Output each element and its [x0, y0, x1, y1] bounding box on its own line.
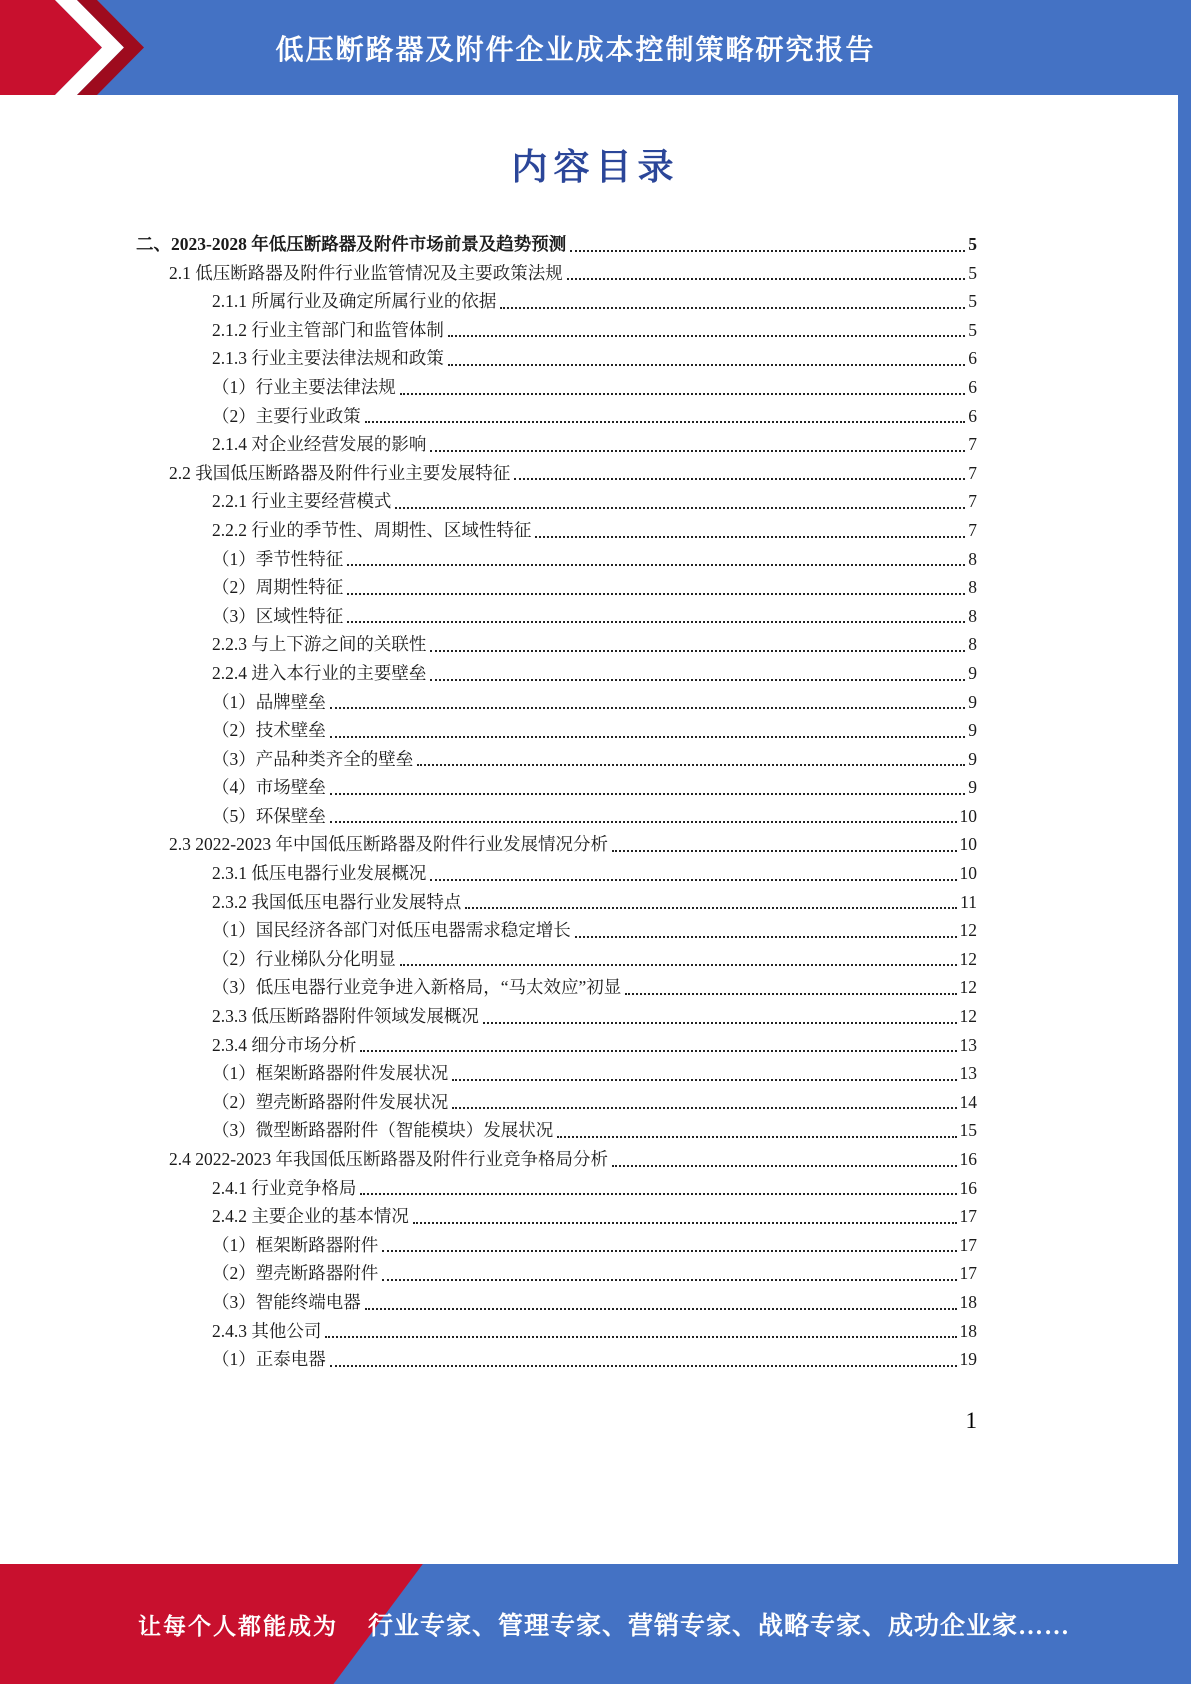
- toc-entry[interactable]: [136, 1288, 977, 1317]
- toc-leader: [430, 450, 965, 452]
- toc-leader: [347, 593, 965, 595]
- toc-entry-page: 9: [968, 777, 977, 798]
- toc-entry-page: 13: [959, 1034, 977, 1055]
- toc-entry-page: 12: [959, 977, 977, 998]
- toc-leader: [417, 764, 965, 766]
- report-header: [0, 0, 1191, 95]
- toc-entry[interactable]: [136, 259, 977, 288]
- toc-entry[interactable]: [136, 344, 977, 373]
- toc-entry-text: 2.3.2 我国低压电器行业发展特点: [212, 891, 462, 912]
- toc-leader: [325, 1336, 956, 1338]
- toc-entry-text: （1）国民经济各部门对低压电器需求稳定增长: [212, 920, 571, 941]
- toc-leader: [413, 1222, 957, 1224]
- toc-entry[interactable]: [136, 545, 977, 574]
- toc-entry[interactable]: [136, 1116, 977, 1145]
- toc-entry-page: 9: [968, 691, 977, 712]
- toc-entry-text: 2.3.1 低压电器行业发展概况: [212, 863, 427, 884]
- toc-entry-text: （1）季节性特征: [212, 548, 344, 569]
- toc-title: 内容目录: [511, 147, 680, 187]
- toc-entry-text: （5）环保壁垒: [212, 805, 326, 826]
- toc-entry-page: 9: [968, 720, 977, 741]
- toc-entry-text: 2.1.4 对企业经营发展的影响: [212, 434, 427, 455]
- toc-leader: [382, 1250, 956, 1252]
- toc-entry-page: 8: [968, 605, 977, 626]
- toc-entry-text: （1）行业主要法律法规: [212, 376, 396, 397]
- toc-entry-page: 13: [959, 1063, 977, 1084]
- toc-leader: [448, 335, 965, 337]
- toc-leader: [330, 793, 966, 795]
- toc-leader: [400, 964, 957, 966]
- toc-entry-page: 5: [968, 262, 977, 283]
- right-edge-stripe: [1178, 95, 1191, 1564]
- toc-entry-page: 10: [959, 863, 977, 884]
- toc-entry-page: 7: [968, 491, 977, 512]
- footer-slogan-right: 行业专家、管理专家、营销专家、战略专家、成功企业家……: [368, 1613, 1071, 1640]
- toc-entry-text: （2）塑壳断路器附件: [212, 1263, 379, 1284]
- toc-leader: [347, 564, 965, 566]
- toc-entry[interactable]: [136, 459, 977, 488]
- toc-leader: [330, 736, 966, 738]
- toc-entry[interactable]: [136, 1202, 977, 1231]
- toc-leader: [570, 250, 965, 252]
- toc-entry[interactable]: [136, 945, 977, 974]
- toc-entry[interactable]: [136, 373, 977, 402]
- toc-leader: [452, 1107, 956, 1109]
- toc-entry-page: 12: [959, 948, 977, 969]
- toc-leader: [625, 993, 956, 995]
- toc-entry[interactable]: [136, 516, 977, 545]
- toc-entry[interactable]: [136, 830, 977, 859]
- toc-leader: [395, 507, 965, 509]
- toc-entry-text: 2.1 低压断路器及附件行业监管情况及主要政策法规: [169, 262, 563, 283]
- toc-entry-page: 14: [959, 1091, 977, 1112]
- toc-entry-text: （3）低压电器行业竞争进入新格局，“马太效应”初显: [212, 977, 622, 998]
- toc-leader: [514, 478, 965, 480]
- toc-entry-page: 11: [960, 891, 977, 912]
- footer-slogan-left: 让每个人都能成为: [138, 1613, 338, 1639]
- toc-entry[interactable]: [136, 1059, 977, 1088]
- toc-entry-page: 10: [959, 805, 977, 826]
- toc-entry-text: （2）主要行业政策: [212, 405, 361, 426]
- toc-entry-text: （1）框架断路器附件: [212, 1234, 379, 1255]
- toc-leader: [465, 907, 957, 909]
- toc-leader: [365, 1308, 957, 1310]
- toc-leader: [567, 278, 966, 280]
- toc-leader: [430, 679, 965, 681]
- toc-leader: [430, 879, 956, 881]
- toc-entry[interactable]: [136, 1002, 977, 1031]
- toc-entry-text: （3）智能终端电器: [212, 1291, 361, 1312]
- toc-entry[interactable]: [136, 487, 977, 516]
- toc-entry-text: （3）区域性特征: [212, 605, 344, 626]
- page-number: 1: [965, 1408, 977, 1433]
- toc-entry-text: 2.4 2022-2023 年我国低压断路器及附件行业竞争格局分析: [169, 1149, 608, 1169]
- toc-leader: [612, 850, 957, 852]
- toc-entry[interactable]: [136, 230, 977, 259]
- toc-leader: [360, 1050, 956, 1052]
- toc-entry[interactable]: [136, 745, 977, 774]
- toc-leader: [483, 1022, 957, 1024]
- toc-leader: [452, 1079, 956, 1081]
- toc-entry-page: 9: [968, 662, 977, 683]
- toc-entry[interactable]: [136, 630, 977, 659]
- toc-entry-page: 6: [968, 405, 977, 426]
- toc-entry-page: 6: [968, 348, 977, 369]
- toc-entry[interactable]: [136, 1317, 977, 1346]
- toc-entry[interactable]: [136, 1145, 977, 1174]
- toc-entry-page: 18: [959, 1291, 977, 1312]
- toc-entry-text: （3）微型断路器附件（智能模块）发展状况: [212, 1120, 554, 1141]
- toc-entry[interactable]: [136, 1174, 977, 1203]
- toc-entry-text: 2.3.4 细分市场分析: [212, 1034, 357, 1055]
- toc-entry-page: 8: [968, 634, 977, 655]
- toc-entry[interactable]: [136, 659, 977, 688]
- toc-entry-text: 2.3.3 低压断路器附件领域发展概况: [212, 1006, 479, 1027]
- toc-entry-text: 2.1.2 行业主管部门和监管体制: [212, 319, 444, 340]
- double-chevron-arrow-icon: [0, 0, 170, 95]
- toc-entry[interactable]: [136, 973, 977, 1002]
- toc-entry-text: （2）塑壳断路器附件发展状况: [212, 1091, 449, 1112]
- toc-entry-page: 7: [968, 462, 977, 483]
- toc-leader: [330, 821, 957, 823]
- toc-leader: [330, 707, 966, 709]
- toc-entry[interactable]: [136, 602, 977, 631]
- toc-entry[interactable]: [136, 316, 977, 345]
- toc-entry[interactable]: [136, 1231, 977, 1260]
- toc-entry[interactable]: [136, 402, 977, 431]
- toc-entry-text: 2.4.3 其他公司: [212, 1320, 322, 1341]
- toc-leader: [430, 650, 965, 652]
- toc-entry-text: 2.2.1 行业主要经营模式: [212, 491, 392, 512]
- toc-entry[interactable]: [136, 802, 977, 831]
- toc-entry-text: 2.2 我国低压断路器及附件行业主要发展特征: [169, 462, 511, 483]
- toc-entry-text: （3）产品种类齐全的壁垒: [212, 748, 414, 769]
- toc-entry-page: 15: [959, 1120, 977, 1141]
- toc-entry-page: 17: [959, 1234, 977, 1255]
- toc-entry-page: 17: [959, 1263, 977, 1284]
- toc-entry-page: 5: [968, 319, 977, 340]
- toc-leader: [448, 364, 965, 366]
- toc-entry-page: 9: [968, 748, 977, 769]
- toc-leader: [575, 936, 957, 938]
- toc-leader: [365, 421, 966, 423]
- toc-entry[interactable]: [136, 287, 977, 316]
- report-title: 低压断路器及附件企业成本控制策略研究报告: [275, 33, 876, 65]
- toc-entry[interactable]: [136, 430, 977, 459]
- toc-entry[interactable]: [136, 1088, 977, 1117]
- toc-entry-text: （2）行业梯队分化明显: [212, 948, 396, 969]
- toc-entry[interactable]: [136, 716, 977, 745]
- toc-entry-text: （1）框架断路器附件发展状况: [212, 1063, 449, 1084]
- toc-entry-page: 8: [968, 577, 977, 598]
- footer: [0, 1564, 1191, 1684]
- toc-entry-text: （4）市场壁垒: [212, 777, 326, 798]
- toc-leader: [400, 393, 966, 395]
- toc-entry-page: 7: [968, 434, 977, 455]
- toc-entry[interactable]: [136, 773, 977, 802]
- toc-entry-page: 10: [959, 834, 977, 855]
- toc-entry-page: 6: [968, 376, 977, 397]
- toc-entry-text: 2.1.1 所属行业及确定所属行业的依据: [212, 291, 497, 312]
- toc-leader: [535, 536, 965, 538]
- toc-entry-text: 2.2.2 行业的季节性、周期性、区域性特征: [212, 519, 532, 540]
- toc-entry-page: 12: [959, 920, 977, 941]
- toc-entry-page: 18: [959, 1320, 977, 1341]
- toc-entry-page: 8: [968, 548, 977, 569]
- toc-leader: [382, 1279, 956, 1281]
- toc-entry[interactable]: [136, 916, 977, 945]
- toc-entry-text: （2）周期性特征: [212, 577, 344, 598]
- toc-leader: [612, 1165, 957, 1167]
- toc-entry-text: （1）正泰电器: [212, 1349, 326, 1370]
- toc-entry-text: 2.4.2 主要企业的基本情况: [212, 1206, 409, 1227]
- toc-entry-page: 12: [959, 1006, 977, 1027]
- toc-entry-page: 16: [959, 1149, 977, 1169]
- toc-entry-text: （1）品牌壁垒: [212, 691, 326, 712]
- toc-entry-text: （2）技术壁垒: [212, 720, 326, 741]
- toc-entry[interactable]: [136, 1031, 977, 1060]
- toc-entry[interactable]: [136, 1345, 977, 1374]
- toc-entry-page: 17: [959, 1206, 977, 1227]
- toc-entry-text: 2.2.3 与上下游之间的关联性: [212, 634, 427, 655]
- toc-entry[interactable]: [136, 888, 977, 917]
- toc-entry-page: 5: [968, 291, 977, 312]
- toc-leader: [360, 1193, 956, 1195]
- toc-leader: [330, 1365, 957, 1367]
- toc-leader: [557, 1136, 956, 1138]
- toc-entry-text: 2.2.4 进入本行业的主要壁垒: [212, 662, 427, 683]
- toc-entry-page: 5: [968, 234, 977, 254]
- toc-entry-text: 二、2023-2028 年低压断路器及附件市场前景及趋势预测: [136, 234, 567, 254]
- toc-entry-page: 19: [959, 1349, 977, 1370]
- toc-leader: [500, 307, 965, 309]
- toc-list: [136, 230, 977, 1374]
- toc-entry-text: 2.1.3 行业主要法律法规和政策: [212, 348, 444, 369]
- toc-leader: [347, 621, 965, 623]
- toc-entry[interactable]: [136, 1259, 977, 1288]
- toc-entry-text: 2.4.1 行业竞争格局: [212, 1177, 357, 1198]
- toc-entry-page: 16: [959, 1177, 977, 1198]
- toc-entry[interactable]: [136, 688, 977, 717]
- toc-entry-page: 7: [968, 519, 977, 540]
- toc-entry-text: 2.3 2022-2023 年中国低压断路器及附件行业发展情况分析: [169, 834, 608, 855]
- toc-entry[interactable]: [136, 859, 977, 888]
- toc-entry[interactable]: [136, 573, 977, 602]
